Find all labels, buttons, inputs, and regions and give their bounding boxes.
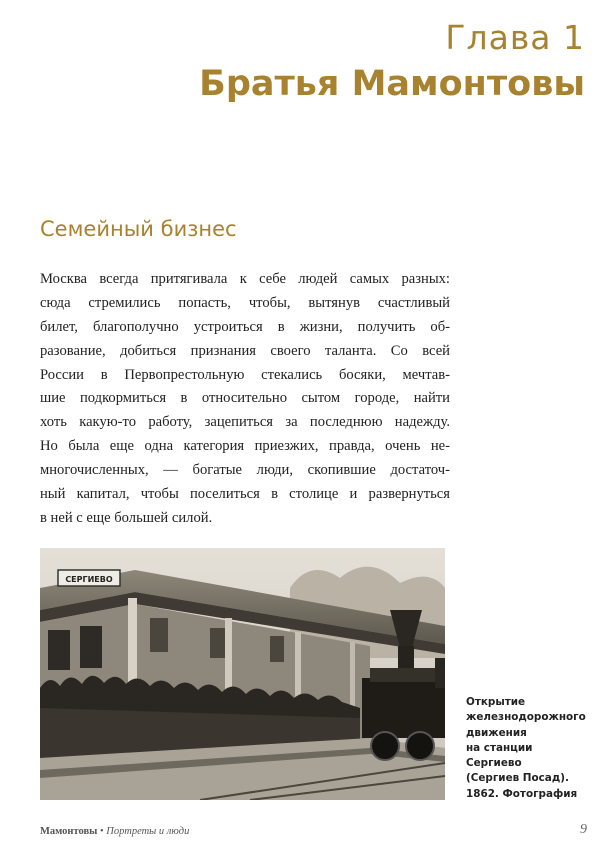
- body-line: Но была еще одна категория приезжих, правда, очень не-: [40, 438, 450, 455]
- caption-line: Открытие: [466, 696, 526, 708]
- body-line: билет, благополучно устроиться в жизни, получить об-: [40, 318, 450, 335]
- body-line: в ней с еще большей силой.: [40, 509, 213, 526]
- footer-separator: •: [99, 826, 104, 837]
- body-line: многочисленных, — богатые люди, скопившие достаточ-: [40, 462, 450, 479]
- chapter-title: Братья Мамонтовы: [199, 64, 585, 104]
- body-text: [40, 268, 450, 531]
- body-line: ный капитал, чтобы поселиться в столице и развернуться: [40, 486, 450, 503]
- caption-line: движения: [466, 726, 527, 739]
- section-title: Семейный бизнес: [40, 217, 237, 241]
- body-line: Москва всегда притягивала к себе людей самых разных:: [40, 271, 450, 287]
- body-line: России в Первопрестольную стекались босяки, мечтав-: [40, 366, 450, 383]
- caption-line: железнодорожного: [466, 711, 586, 724]
- body-line: разование, добиться признания своего таланта. Со всей: [40, 342, 450, 359]
- body-line: шие подкормиться в относительно сытом городе, найти: [40, 390, 450, 407]
- footer-series: Портреты и люди: [106, 826, 190, 837]
- station-photo: [40, 548, 445, 800]
- caption-line: Сергиево: [466, 757, 522, 770]
- footer-book-title: Мамонтовы: [40, 826, 98, 837]
- caption-line: на станции: [466, 741, 533, 754]
- body-line: хоть какую-то работу, зацепиться за последнюю надежду.: [40, 414, 450, 431]
- body-line: сюда стремились попасть, чтобы, вытянув счастливый: [40, 294, 450, 311]
- footer-running-title: [40, 826, 189, 837]
- chapter-number: Глава 1: [445, 18, 585, 57]
- caption-line: (Сергиев Посад).: [466, 772, 569, 785]
- station-sign: СЕРГИЕВО: [65, 575, 113, 584]
- caption-line: 1862. Фотография: [466, 787, 578, 800]
- photo-caption: [466, 695, 591, 802]
- page-number: 9: [580, 822, 587, 837]
